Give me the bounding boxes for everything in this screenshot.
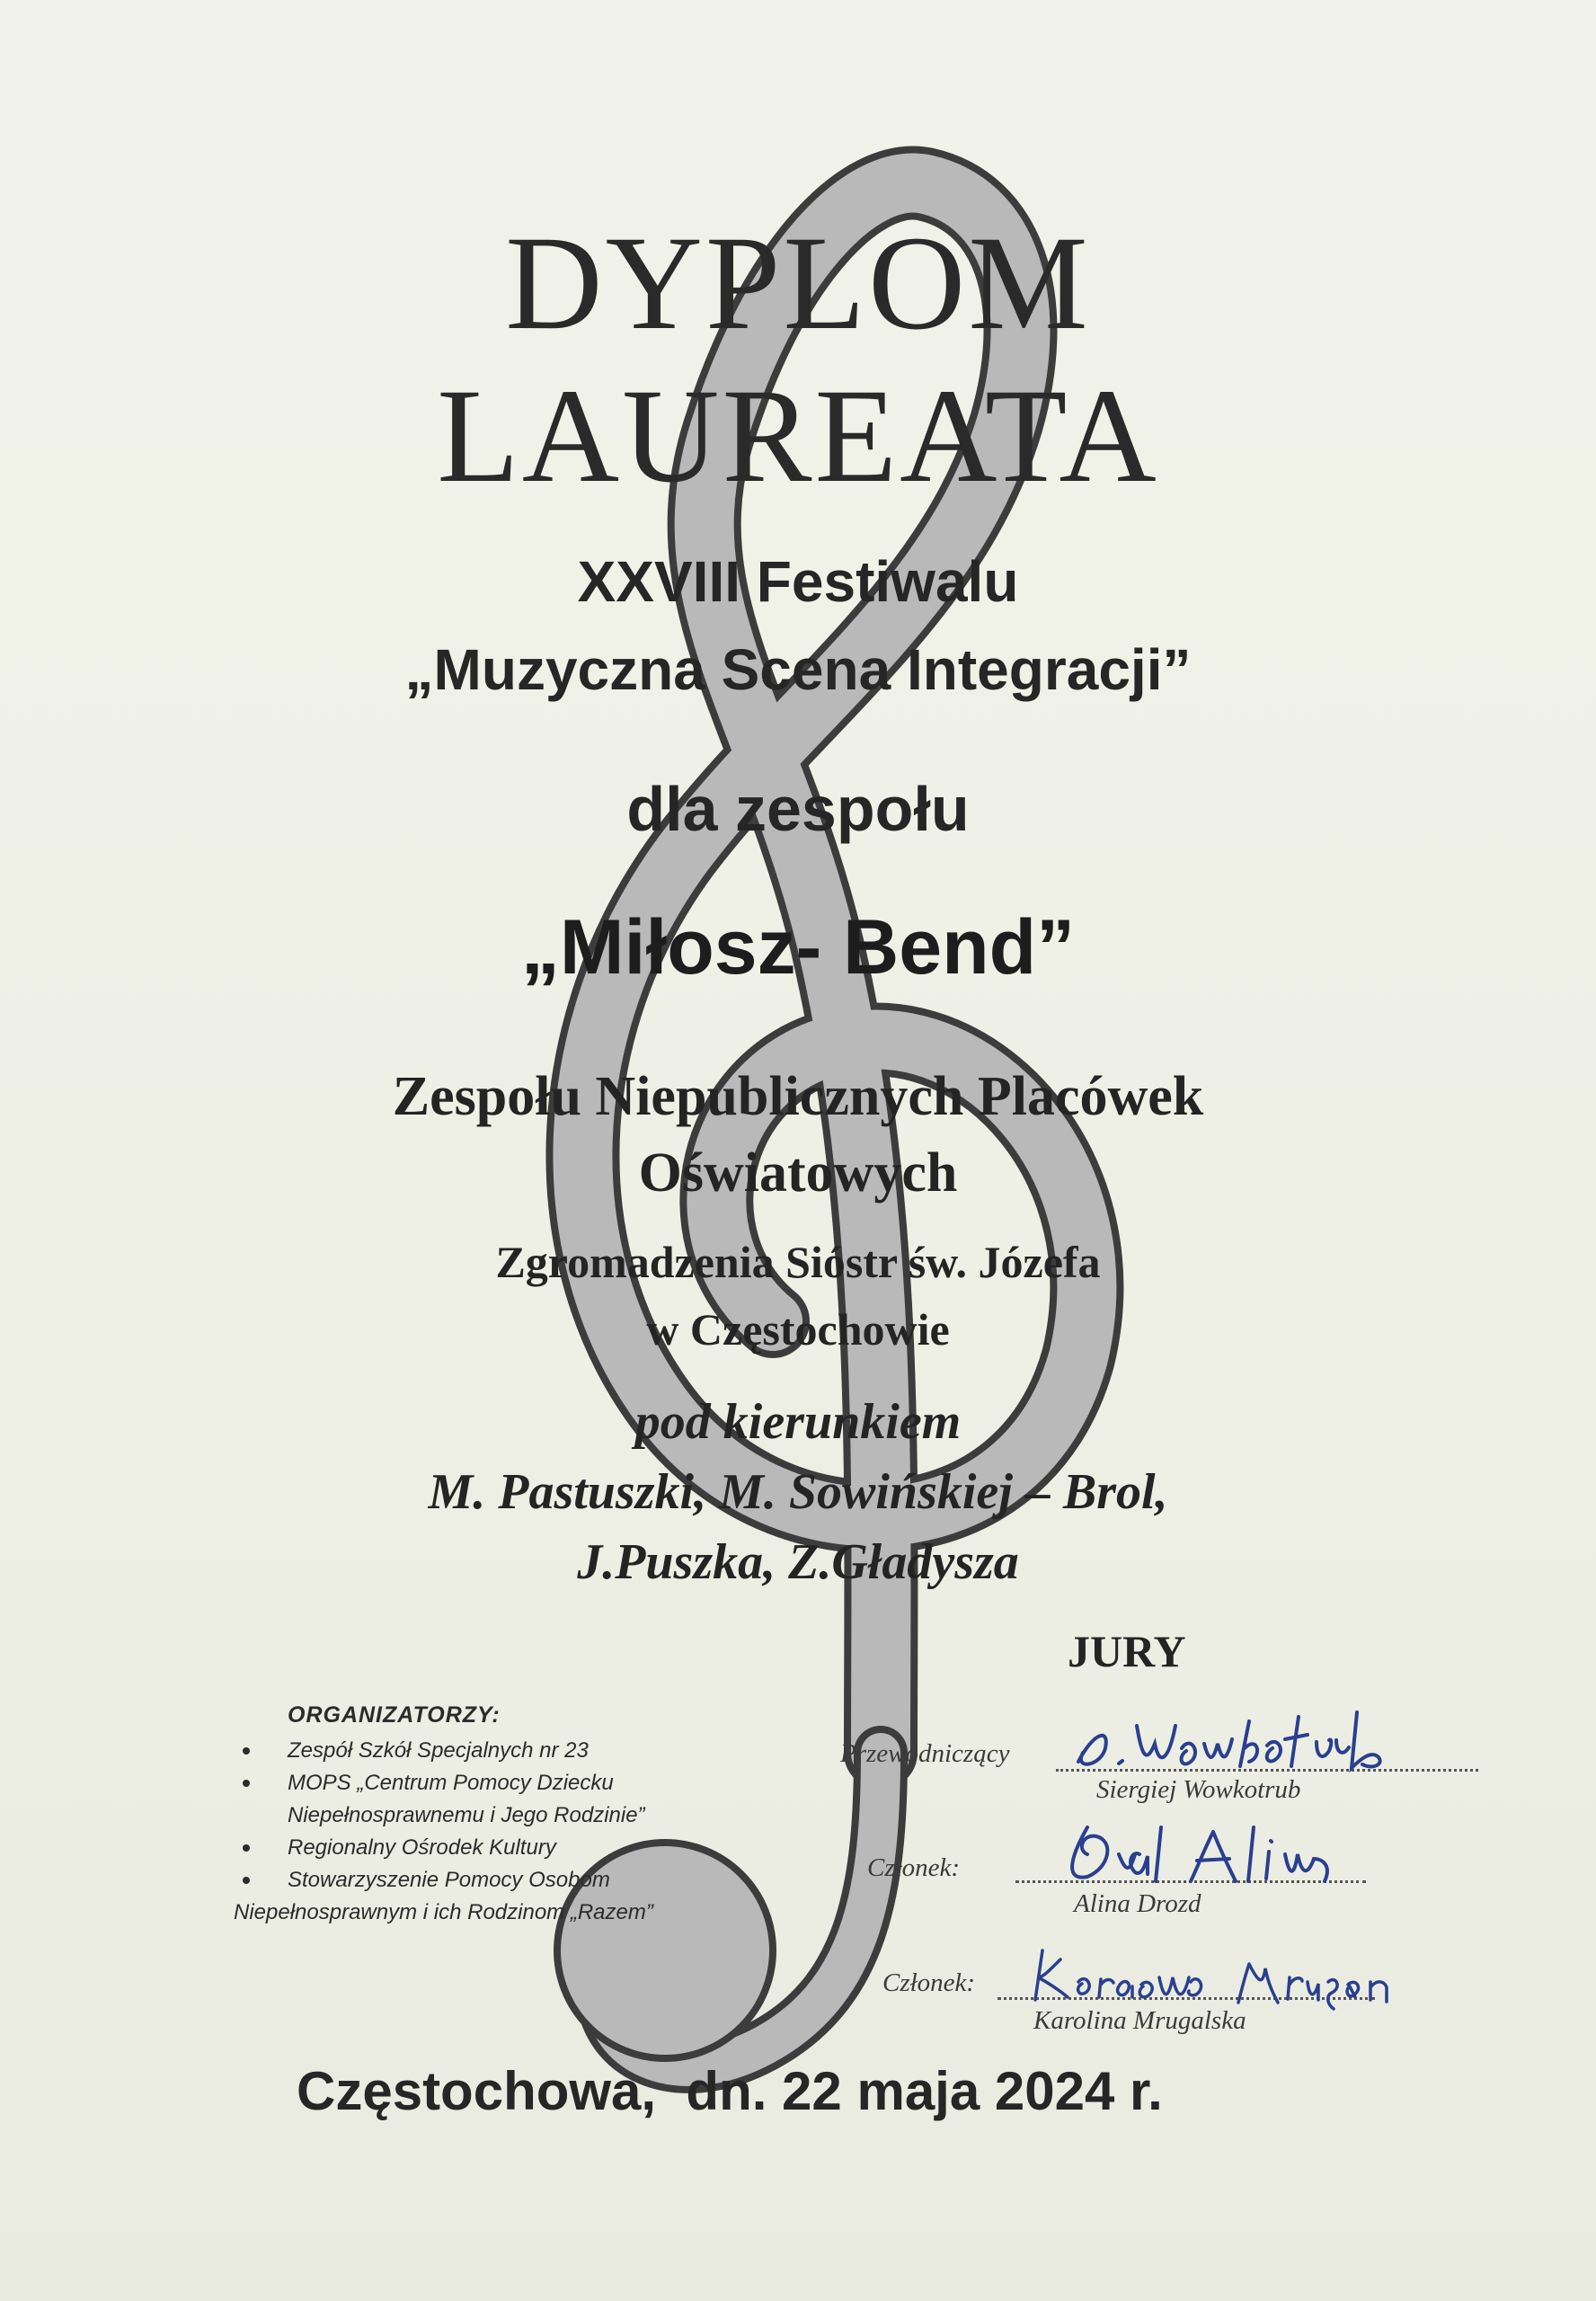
directors-line-2: J.Puszka, Z.Gładysza	[577, 1534, 1019, 1590]
signature-member-1	[1060, 1814, 1348, 1895]
title-line-2: LAUREATA	[437, 361, 1159, 511]
organizers-heading: ORGANIZATORZY:	[288, 1702, 501, 1728]
organizer-item: Regionalny Ośrodek Kultury	[243, 1832, 746, 1864]
organizer-item: Zespół Szkół Specjalnych nr 23	[243, 1735, 746, 1767]
jury-heading: JURY	[1068, 1626, 1186, 1676]
signature-member-2	[1024, 1941, 1420, 2013]
for-group-label: dla zespołu	[626, 774, 970, 844]
jury-role-chair: Przewodniczący	[840, 1739, 1010, 1768]
jury-role-member-2: Członek:	[882, 1968, 976, 1997]
organizer-item: MOPS „Centrum Pomocy Dziecku	[243, 1767, 746, 1799]
jury-name-member-2: Karolina Mrugalska	[1033, 2006, 1246, 2035]
organizer-item-continuation: Niepełnosprawnemu i Jego Rodzinie”	[288, 1803, 645, 1827]
festival-line-2: „Muzyczna Scena Integracji”	[404, 637, 1192, 702]
jury-name-chair: Siergiej Wowkotrub	[1096, 1775, 1301, 1804]
institution-line-1: Zespołu Niepublicznych Placówek	[392, 1066, 1204, 1127]
title-line-1: DYPLOM	[505, 209, 1091, 358]
jury-role-member-1: Członek:	[867, 1853, 961, 1882]
jury-name-member-1: Alina Drozd	[1074, 1889, 1201, 1918]
directors-line-1: M. Pastuszki, M. Sowińskiej – Brol,	[428, 1464, 1168, 1520]
organizers-block	[234, 1699, 746, 1929]
festival-line-1: XXVIII Festiwalu	[577, 549, 1019, 614]
institution-line-3: Zgromadzenia Sióstr św. Józefa	[495, 1237, 1101, 1287]
organizer-item-continuation: Niepełnosprawnym i ich Rodzinom „Razem”	[234, 1900, 653, 1924]
institution-line-4: w Częstochowie	[646, 1304, 950, 1355]
organizer-item: Stowarzyszenie Pomocy Osobom	[243, 1864, 746, 1897]
group-name: „Miłosz- Bend”	[520, 904, 1076, 991]
direction-label: pod kierunkiem	[634, 1394, 962, 1450]
organizers-list	[234, 1735, 746, 1929]
place-and-date: Częstochowa, dn. 22 maja 2024 r.	[297, 2061, 1163, 2121]
institution-line-2: Oświatowych	[638, 1142, 958, 1204]
